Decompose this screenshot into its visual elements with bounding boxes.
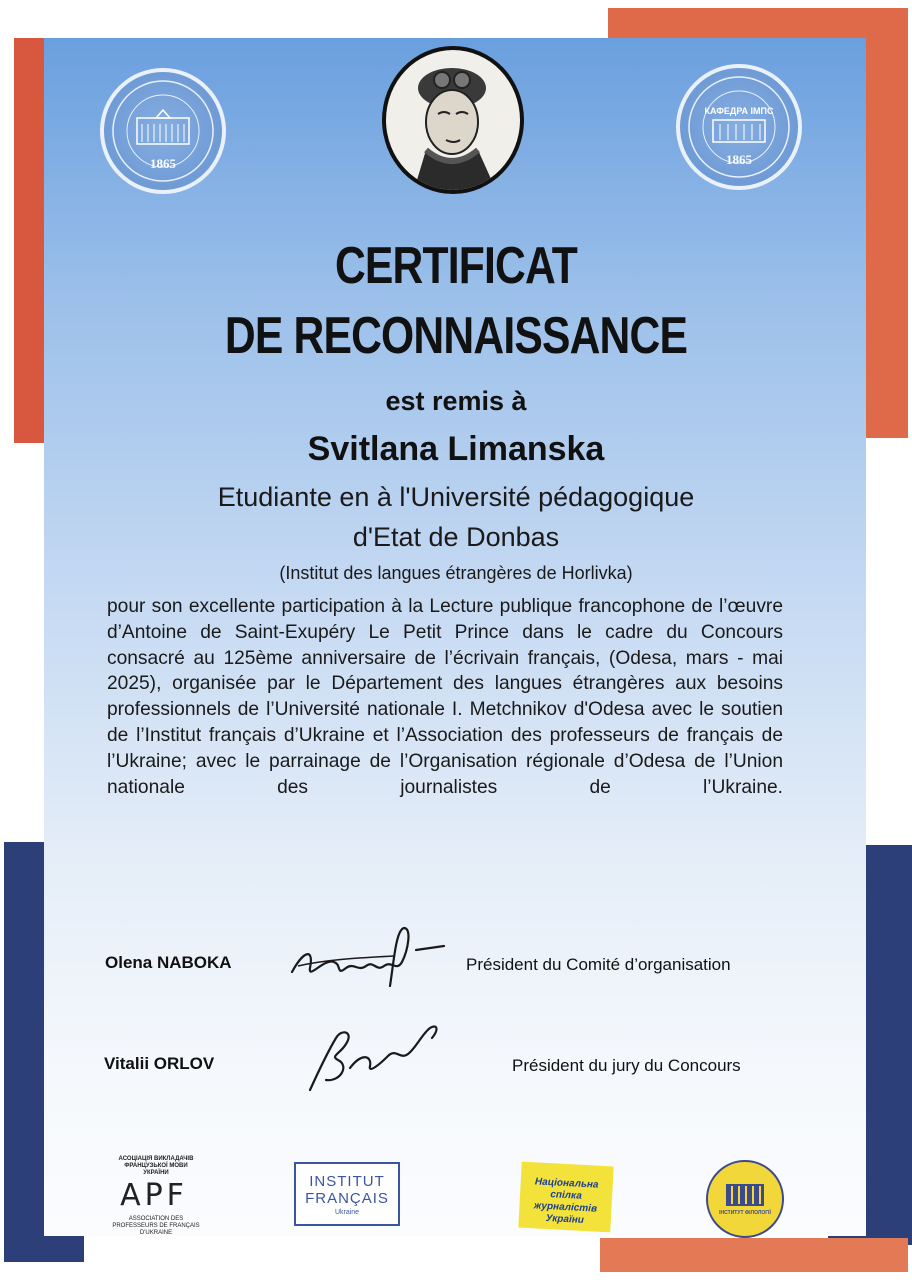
institution-line-1: Etudiante en à l'Université pédagogique bbox=[217, 482, 695, 512]
signer-1-name: Olena NABOKA bbox=[105, 953, 232, 972]
nsju-logo-line-1: Національна спілка bbox=[534, 1176, 599, 1202]
apf-logo-bottom-text: ASSOCIATION DES PROFESSEURS DE FRANÇAIS D'UKRAINE bbox=[112, 1216, 200, 1236]
philology-institute-logo bbox=[706, 1160, 784, 1238]
apf-association-logo bbox=[100, 1156, 208, 1240]
recipient-name: Svitlana Limanska bbox=[307, 430, 605, 468]
portrait-saint-exupery bbox=[382, 46, 524, 194]
if-logo-line-3: Ukraine bbox=[334, 1209, 360, 1216]
signer-2-name: Vitalii ORLOV bbox=[104, 1054, 215, 1073]
university-building-icon bbox=[104, 72, 222, 190]
signer-2-role: Président du jury du Concours bbox=[512, 1056, 741, 1075]
university-seal-left bbox=[100, 68, 226, 194]
seal-year-left: 1865 bbox=[150, 156, 176, 171]
signature-naboka bbox=[284, 910, 454, 990]
decor-stripe-bottom-red bbox=[600, 1238, 908, 1272]
if-logo-line-2: FRANÇAIS bbox=[305, 1190, 389, 1207]
university-building-icon bbox=[680, 68, 798, 186]
nsju-logo-line-2: журналістів bbox=[533, 1200, 598, 1215]
institute-logo-text: ІНСТИТУТ ФІЛОЛОГІЇ bbox=[719, 1210, 771, 1216]
certificate-title-line-2: DE RECONNAISSANCE bbox=[224, 307, 688, 365]
awarded-to-label: est remis à bbox=[385, 386, 527, 416]
nsju-logo-line-3: України bbox=[545, 1212, 585, 1226]
institution-line-2: d'Etat de Donbas bbox=[352, 522, 560, 552]
if-logo-line-1: INSTITUT bbox=[309, 1173, 385, 1190]
seal-year-right: 1865 bbox=[726, 152, 752, 167]
department-seal-right bbox=[676, 64, 802, 190]
apf-logo-top-text: АСОЦІАЦІЯ ВИКЛАДАЧІВ ФРАНЦУЗЬКОЇ МОВИ УКРАЇНИ bbox=[118, 1156, 194, 1176]
institut-francais-logo bbox=[294, 1162, 400, 1226]
seal-label-right: КАФЕДРА ІМПС bbox=[704, 106, 774, 116]
institute-building-icon bbox=[708, 1162, 782, 1236]
apf-logo-mark: APF bbox=[120, 1178, 188, 1213]
nsju-journalists-logo bbox=[518, 1162, 613, 1233]
signature-orlov bbox=[300, 1008, 450, 1098]
signer-1-role: Président du Comité d’organisation bbox=[466, 955, 731, 974]
certificate-title-line-1: CERTIFICAT bbox=[334, 237, 578, 295]
certificate-body-text: pour son excellente participation à la Lecture publique francophone de l’œuvre d’Antoine de Saint-Exupéry Le Petit Prince dans le cadre du Concours consacré au 125ème anniversaire de l’écrivain français, (Odesa, mars - mai 2025), organisée par le Département des langues étrangères aux besoins professionnels de l’Université nationale I. Metchnikov d'Odesa avec le soutien de l’Institut français d’Ukraine et l’Association des professeurs de français de l’Ukraine; avec le parrainage de l’Organisation régionale d’Odesa de l’Union nationale des journalistes de l’Ukraine. bbox=[107, 596, 783, 798]
institution-subtitle: (Institut des langues étrangères de Horlivka) bbox=[279, 563, 633, 583]
aviator-portrait-icon bbox=[386, 50, 520, 190]
